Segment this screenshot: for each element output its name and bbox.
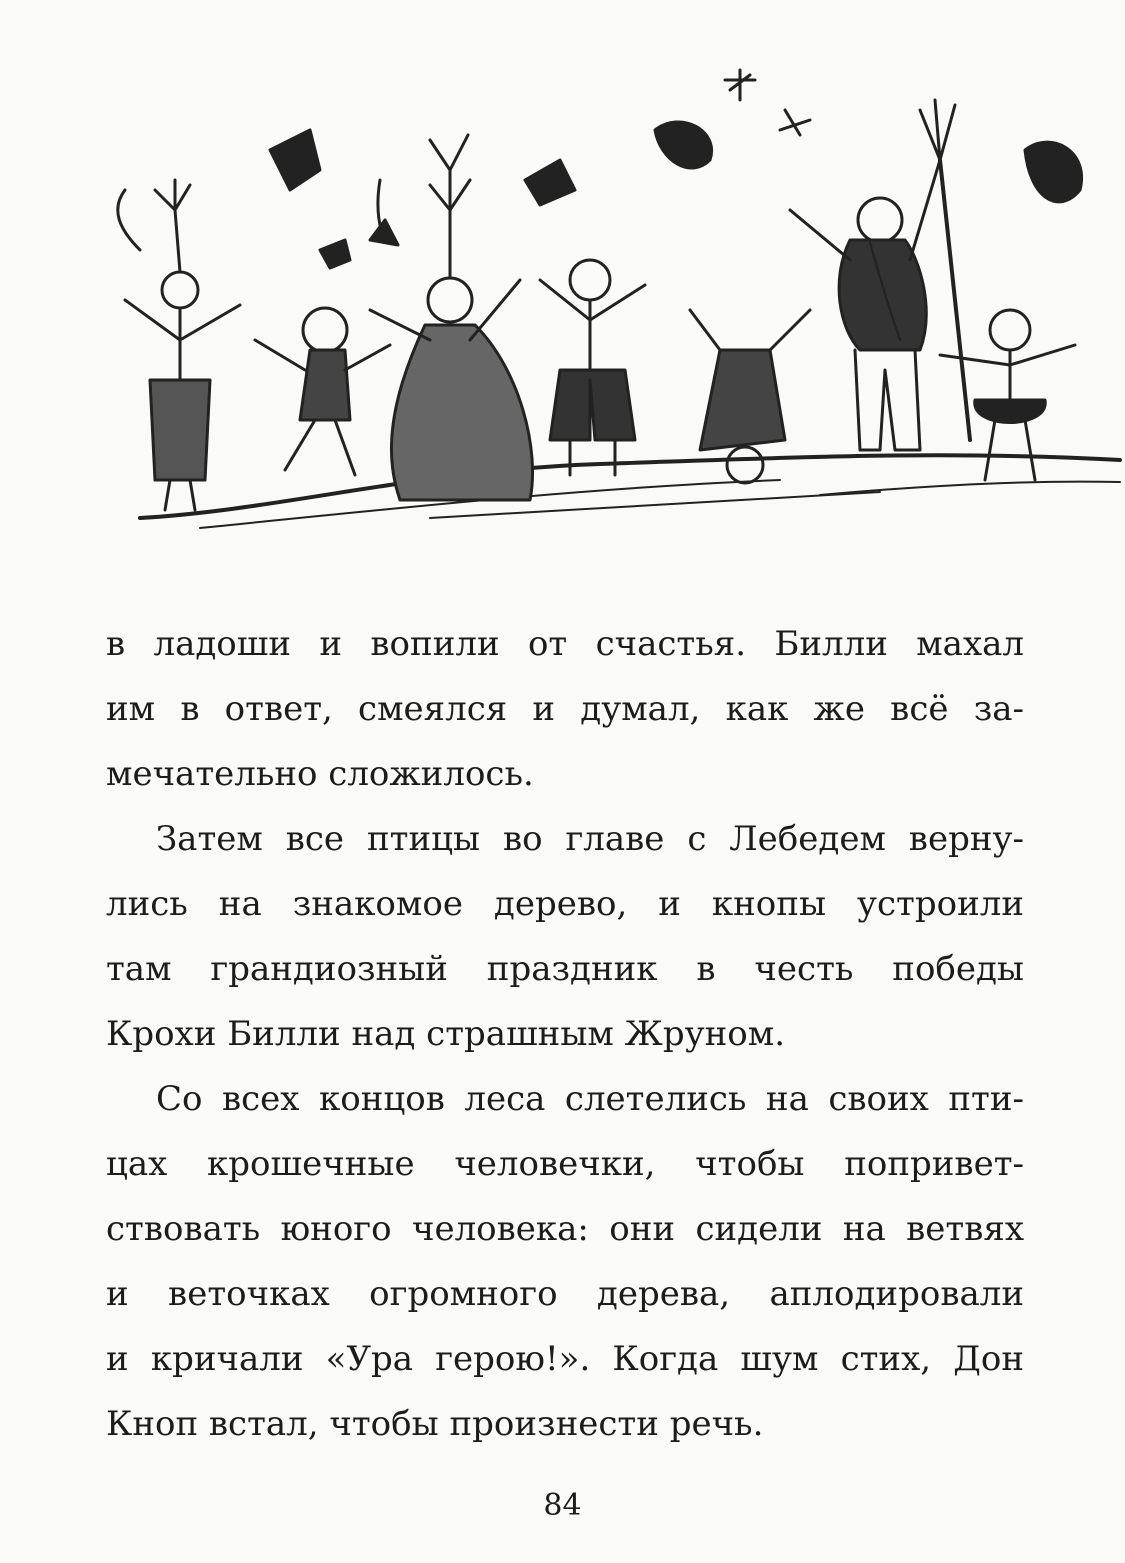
text-line: лись на знакомое дерево, и кнопы устроили — [106, 884, 1024, 924]
text-line: им в ответ, смеялся и думал, как же всё за- — [106, 689, 1024, 729]
text-line: Со всех концов леса слетелись на своих пти- — [156, 1079, 1024, 1119]
text-line: Крохи Билли над страшным Жруном. — [106, 1014, 786, 1054]
page-number: 84 — [543, 1488, 582, 1523]
body-text — [106, 612, 1024, 1457]
illustration-celebration — [80, 40, 1125, 550]
text-line: и веточках огромного дерева, аплодировали — [106, 1274, 1024, 1314]
text-line: Затем все птицы во главе с Лебедем верну- — [156, 819, 1024, 859]
text-line: в ладоши и вопили от счастья. Билли махал — [106, 624, 1024, 664]
text-line: мечательно сложилось. — [106, 754, 534, 794]
text-line: цах крошечные человечки, чтобы попривет- — [106, 1144, 1024, 1184]
text-line: и кричали «Ура герою!». Когда шум стих, Дон — [106, 1339, 1024, 1379]
text-line: Кноп встал, чтобы произнести речь. — [106, 1404, 764, 1444]
text-line: там грандиозный праздник в честь победы — [106, 949, 1024, 989]
text-line: ствовать юного человека: они сидели на ветвях — [106, 1209, 1024, 1249]
